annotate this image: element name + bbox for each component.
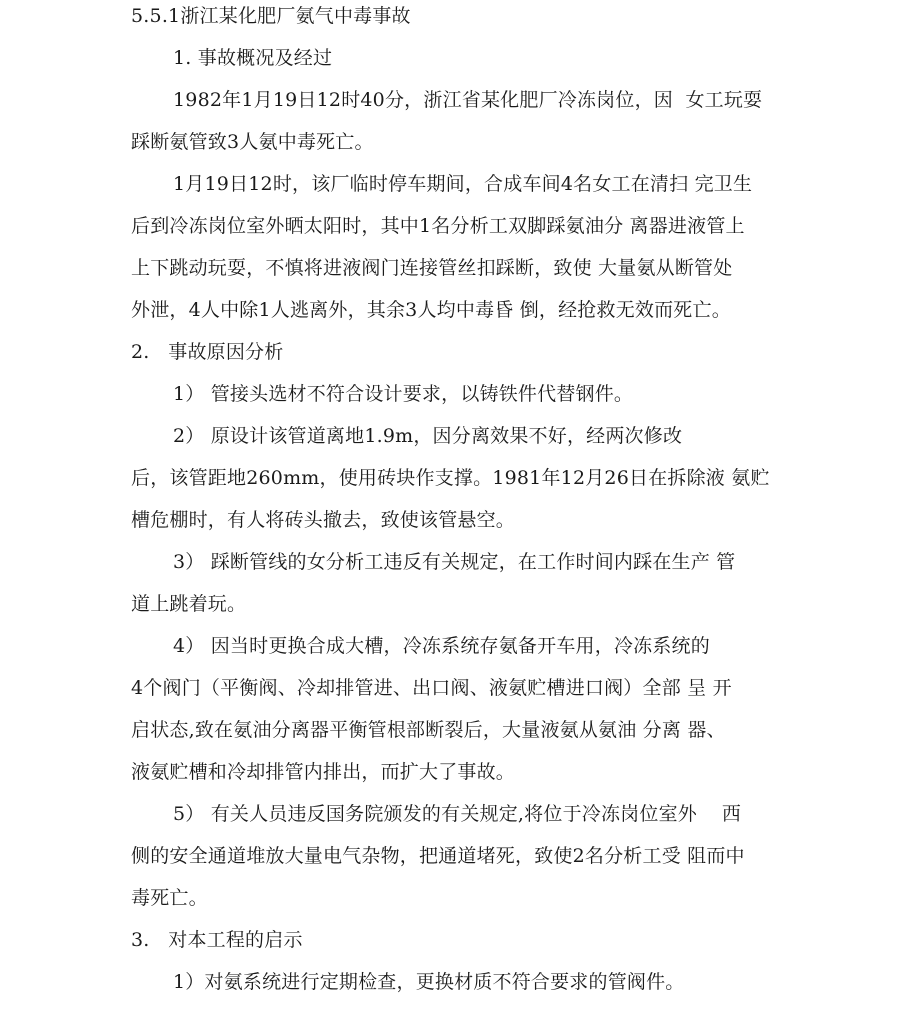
paragraph-line: 上下跳动玩耍，不慎将进液阀门连接管丝扣踩断，致使 大量氨从断管处 [131,257,733,279]
paragraph-line: 侧的安全通道堆放大量电气杂物，把通道堵死，致使2名分析工受 阻而中 [131,845,745,867]
paragraph-line: 后到冷冻岗位室外晒太阳时，其中1名分析工双脚踩氨油分 离器进液管上 [131,215,745,237]
paragraph-line: 道上跳着玩。 [131,593,247,615]
paragraph-line: 后，该管距地260mm，使用砖块作支撑。1981年12月26日在拆除液 氨贮 [131,467,770,489]
list-item: 2） 原设计该管道离地1.9m，因分离效果不好，经两次修改 [173,425,683,447]
paragraph-line: 1982年1月19日12时40分，浙江省某化肥厂冷冻岗位，因 女工玩耍 [173,89,763,111]
subsection-heading-2: 2. 事故原因分析 [131,341,284,363]
section-title: 5.5.1浙江某化肥厂氨气中毒事故 [131,5,411,27]
paragraph-line: 槽危棚时，有人将砖头撤去，致使该管悬空。 [131,509,516,531]
paragraph-line: 液氨贮槽和冷却排管内排出，而扩大了事故。 [131,761,516,783]
paragraph-line: 外泄，4人中除1人逃离外，其余3人均中毒昏 倒，经抢救无效而死亡。 [131,299,731,321]
paragraph-line: 启状态,致在氨油分离器平衡管根部断裂后，大量液氨从氨油 分离 器、 [131,719,726,741]
list-item: 5） 有关人员违反国务院颁发的有关规定,将位于冷冻岗位室外 西 [173,803,742,825]
list-item: 3） 踩断管线的女分析工违反有关规定，在工作时间内踩在生产 管 [173,551,736,573]
list-item: 4） 因当时更换合成大槽，冷冻系统存氨备开车用，冷冻系统的 [173,635,710,657]
paragraph-line: 毒死亡。 [131,887,208,909]
subsection-heading-3: 3. 对本工程的启示 [131,929,303,951]
list-item: 1）对氨系统进行定期检查，更换材质不符合要求的管阀件。 [173,971,685,993]
subsection-heading-1: 1. 事故概况及经过 [173,47,333,69]
paragraph-line: 踩断氨管致3人氨中毒死亡。 [131,131,374,153]
list-item: 1） 管接头选材不符合设计要求，以铸铁件代替钢件。 [173,383,634,405]
paragraph-line: 4个阀门（平衡阀、冷却排管进、出口阀、液氨贮槽进口阀）全部 呈 开 [131,677,732,699]
paragraph-line: 1月19日12时，该厂临时停车期间，合成车间4名女工在清扫 完卫生 [173,173,753,195]
